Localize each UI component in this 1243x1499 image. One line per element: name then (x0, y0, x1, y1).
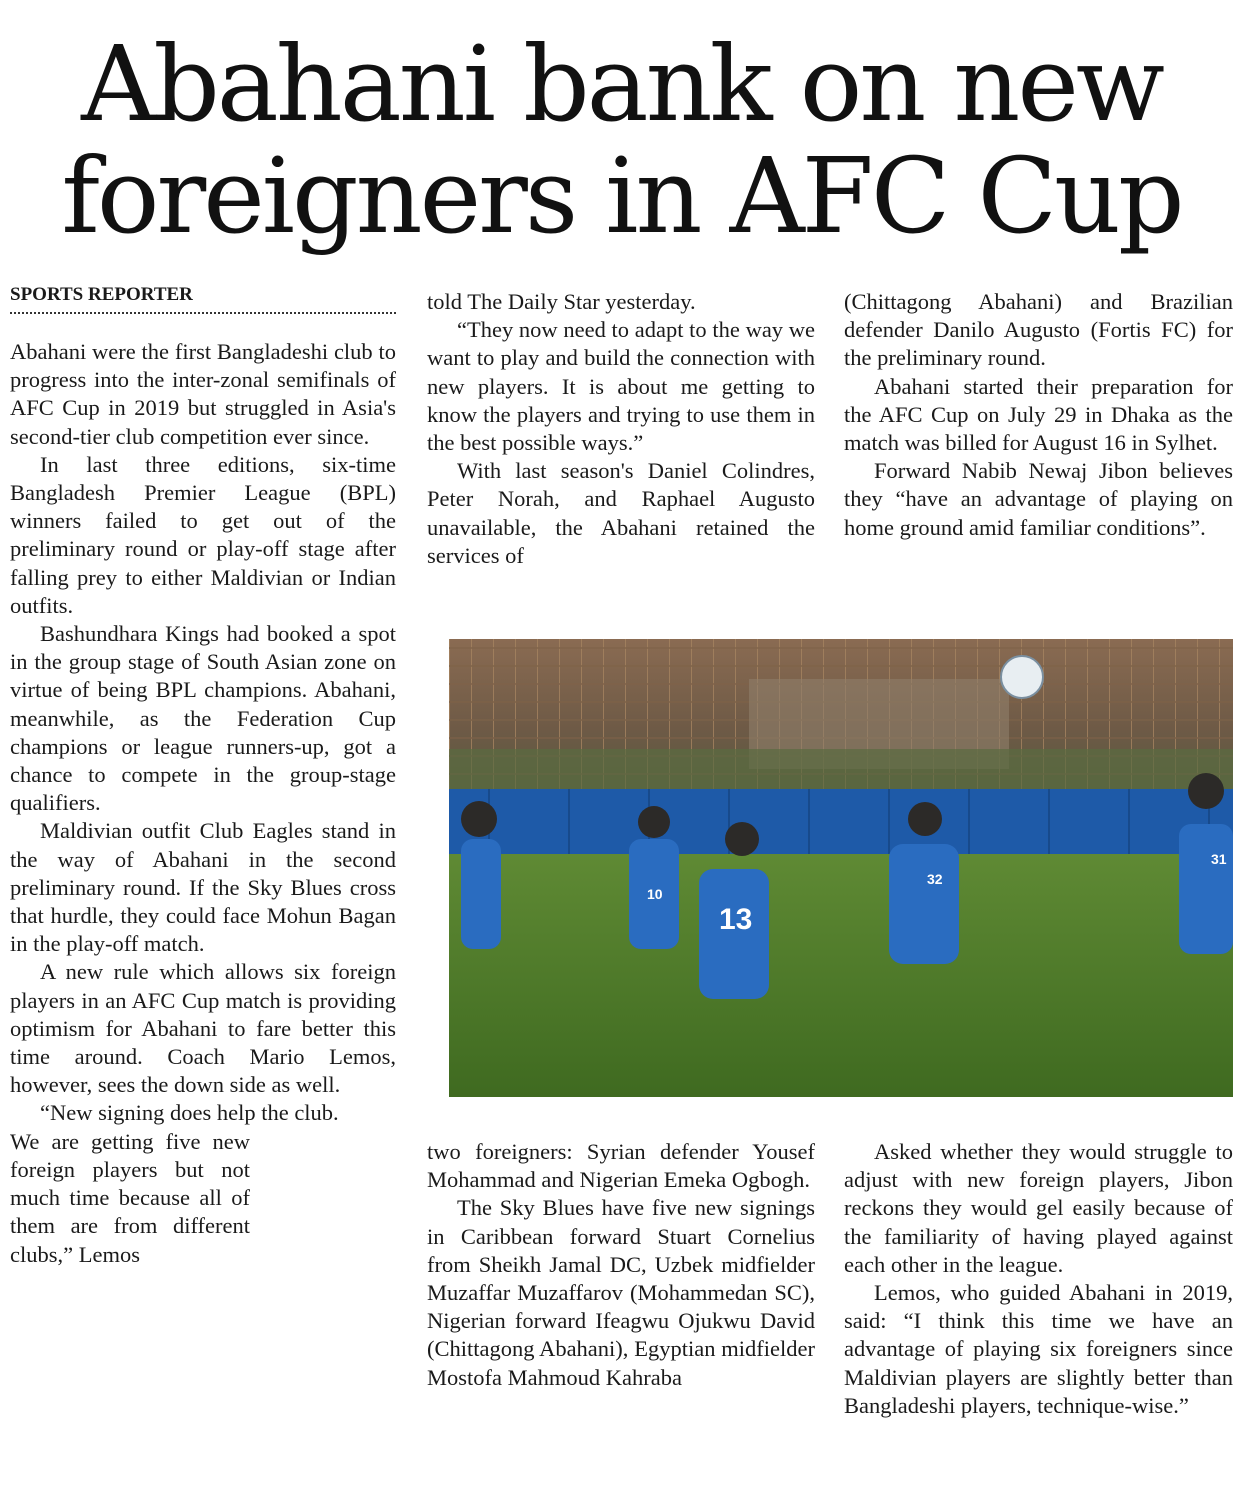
paragraph: The Sky Blues have five new signings in Caribbean forward Stuart Cornelius from Sheikh Jamal DC, Uzbek midfielder Muzaffar Muzaffarov (Mohammedan SC), Nigerian forward Ifeagwu Ojukwu David (Chittagong Abahani), Egyptian midfielder Mostofa Mahmoud Kahraba (427, 1195, 815, 1390)
paragraph: Maldivian outfit Club Eagles stand in the way of Abahani in the second preliminary round. If the Sky Blues cross that hurdle, they could face Mohun Bagan in the play-off match. (10, 818, 396, 957)
paragraph: Abahani were the first Bangladeshi club to progress into the inter-zonal semifinals of AFC Cup in 2019 but struggled in Asia's second-tier club competition ever since. (10, 339, 396, 449)
jersey-number: 10 (647, 886, 663, 902)
column-2-bottom (427, 1138, 815, 1392)
byline: SPORTS REPORTER (10, 284, 396, 314)
paragraph: In last three editions, six-time Bangladesh Premier League (BPL) winners failed to get out of the preliminary round or play-off stage after falling prey to either Maldivian or Indian outfits. (10, 451, 396, 618)
paragraph: Lemos, who guided Abahani in 2019, said: “I think this time we have an advantage of playing six foreigners since Maldivian players are slightly better than Bangladeshi players, technique-wise.” (844, 1280, 1233, 1418)
jersey-number: 31 (1211, 851, 1227, 867)
paragraph: two foreigners: Syrian defender Yousef Mohammad and Nigerian Emeka Ogbogh. (427, 1139, 815, 1193)
paragraph: Asked whether they would struggle to adjust with new foreign players, Jibon reckons they would gel easily because of the familiarity of having played against each other in the league. (844, 1139, 1233, 1277)
paragraph: told The Daily Star yesterday. (427, 289, 696, 314)
jersey-number: 13 (719, 903, 753, 936)
column-1 (10, 338, 396, 1269)
paragraph: We are getting five new foreign players but not much time because all of them are from different clubs,” Lemos (10, 1128, 250, 1267)
paragraph: “They now need to adapt to the way we want to play and build the connection with new players. It is about me getting to know the players and trying to use them in the best possible ways.” (427, 317, 815, 456)
column-3-bottom (844, 1138, 1233, 1420)
training-photo (449, 639, 1233, 1097)
paragraph: A new rule which allows six foreign players in an AFC Cup match is providing optimism for Abahani to fare better this time around. Coach Mario Lemos, however, sees the down side as well. (10, 959, 396, 1098)
paragraph: With last season's Daniel Colindres, Peter Norah, and Raphael Augusto unavailable, the Abahani retained the services of (427, 458, 815, 568)
column-3-top (844, 288, 1233, 542)
paragraph: Abahani started their preparation for the AFC Cup on July 29 in Dhaka as the match was billed for August 16 in Sylhet. (844, 373, 1233, 456)
paragraph: “New signing does help the club. (40, 1100, 339, 1126)
headline: Abahani bank on new foreigners in AFC Cup (61, 23, 1182, 257)
jersey-number: 32 (927, 871, 943, 887)
column-2-top (427, 288, 815, 570)
paragraph: (Chittagong Abahani) and Brazilian defender Danilo Augusto (Fortis FC) for the preliminary round. (844, 289, 1233, 371)
paragraph: Bashundhara Kings had booked a spot in the group stage of South Asian zone on virtue of being BPL champions. Abahani, meanwhile, as the Federation Cup champions or league runners-up, got a chance to compete in the group-stage qualifiers. (10, 621, 396, 816)
paragraph: Forward Nabib Newaj Jibon believes they “have an advantage of playing on home ground amid familiar conditions”. (844, 458, 1233, 540)
